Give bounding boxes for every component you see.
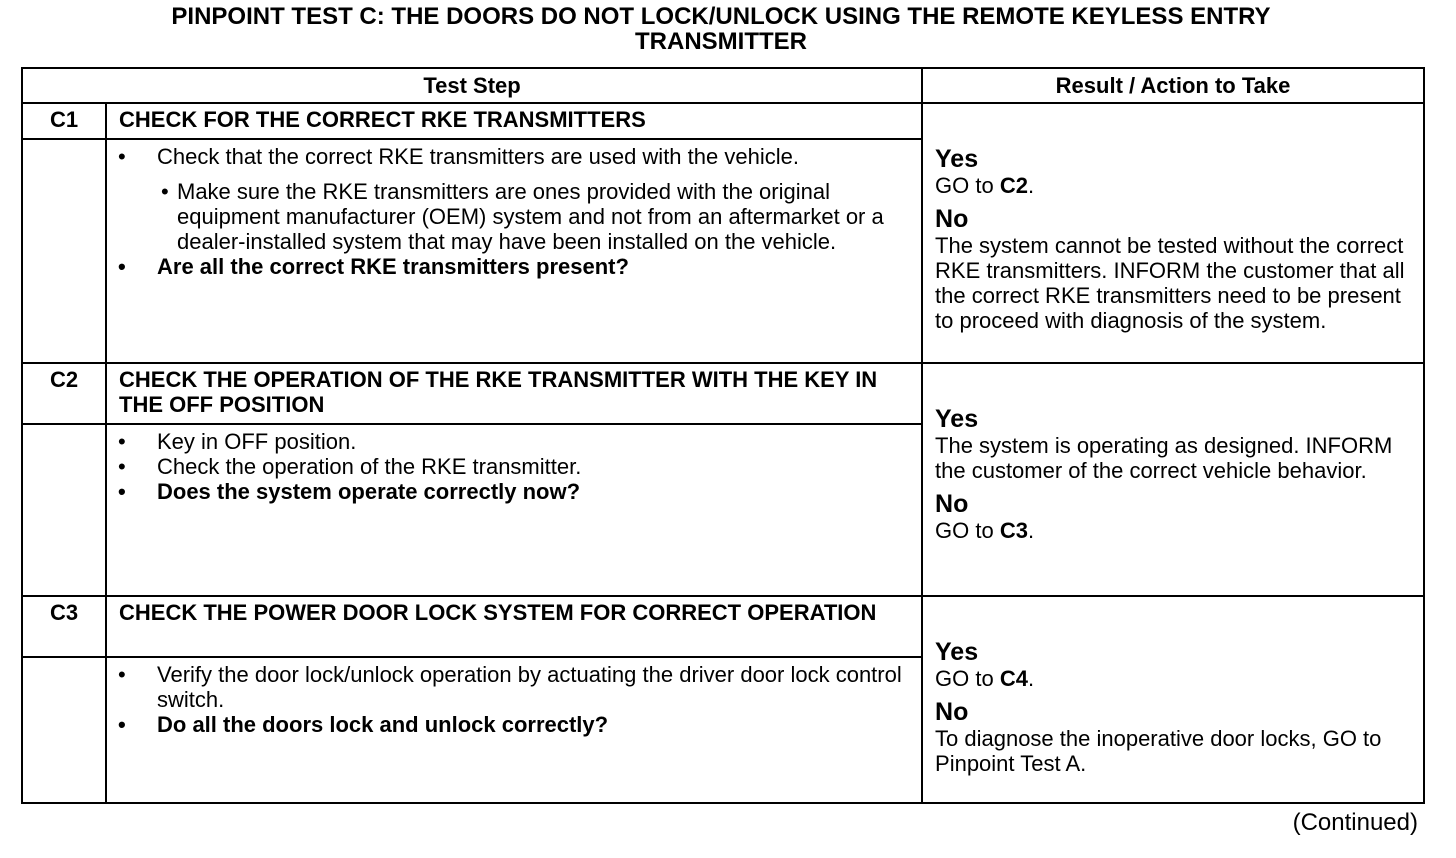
step-c3-heading-row [22,596,1424,657]
step-id: C1 [22,103,106,139]
step-heading: CHECK THE OPERATION OF THE RKE TRANSMITTER WITH THE KEY IN THE OFF POSITION [106,363,922,424]
no-action: The system cannot be tested without the correct RKE transmitters. INFORM the customer that all the correct RKE transmitters need to be present to proceed with diagnosis of the system. [935,233,1405,333]
step-c2-instructions [106,424,922,596]
no-label: No [935,205,969,233]
yes-action: The system is operating as designed. INFORM the customer of the correct vehicle behavior. [935,433,1393,483]
step-c3-instructions [106,657,922,803]
yes-label: Yes [935,638,979,666]
list-item: • Check the operation of the RKE transmitter. [118,454,582,479]
step-id: C2 [22,363,106,424]
no-label: No [935,490,969,518]
yes-label: Yes [935,145,979,173]
header-result-action: Result / Action to Take [922,68,1424,103]
no-label: No [935,698,969,726]
title-line-1: PINPOINT TEST C: THE DOORS DO NOT LOCK/UNLOCK USING THE REMOTE KEYLESS ENTRY [171,3,1271,30]
step-heading: CHECK FOR THE CORRECT RKE TRANSMITTERS [106,103,922,139]
step-c3-result [922,596,1424,803]
step-c1-heading-row [22,103,1424,139]
yes-action: GO to C4. [935,666,1035,691]
step-question: • Are all the correct RKE transmitters present? [118,254,629,279]
step-c1-instructions [106,139,922,363]
step-heading: CHECK THE POWER DOOR LOCK SYSTEM FOR CORRECT OPERATION [106,596,922,657]
step-question: • Do all the doors lock and unlock correctly? [118,712,609,737]
list-item: • Key in OFF position. [118,429,357,454]
list-item: • Check that the correct RKE transmitters are used with the vehicle. [118,144,799,169]
step-c1-result [922,103,1424,363]
sub-list-item: • Make sure the RKE transmitters are ones provided with the original equipment manufacturer (OEM) system and not from an aftermarket or a dealer-installed system that may have been installed on the vehicle. [161,179,884,254]
step-question: • Does the system operate correctly now? [118,479,581,504]
header-test-step: Test Step [22,68,922,103]
pinpoint-test-table [21,67,1425,804]
no-action: To diagnose the inoperative door locks, GO to Pinpoint Test A. [935,726,1382,776]
continued-note: (Continued) [1292,809,1418,836]
no-action: GO to C3. [935,518,1035,543]
yes-label: Yes [935,405,979,433]
list-item: • Verify the door lock/unlock operation by actuating the driver door lock control switch. [118,662,902,712]
page-title [0,4,1442,54]
step-id: C3 [22,596,106,657]
title-line-2: TRANSMITTER [635,28,807,55]
step-c2-result [922,363,1424,596]
yes-action: GO to C2. [935,173,1035,198]
table-header-row [22,68,1424,103]
step-c2-heading-row [22,363,1424,424]
